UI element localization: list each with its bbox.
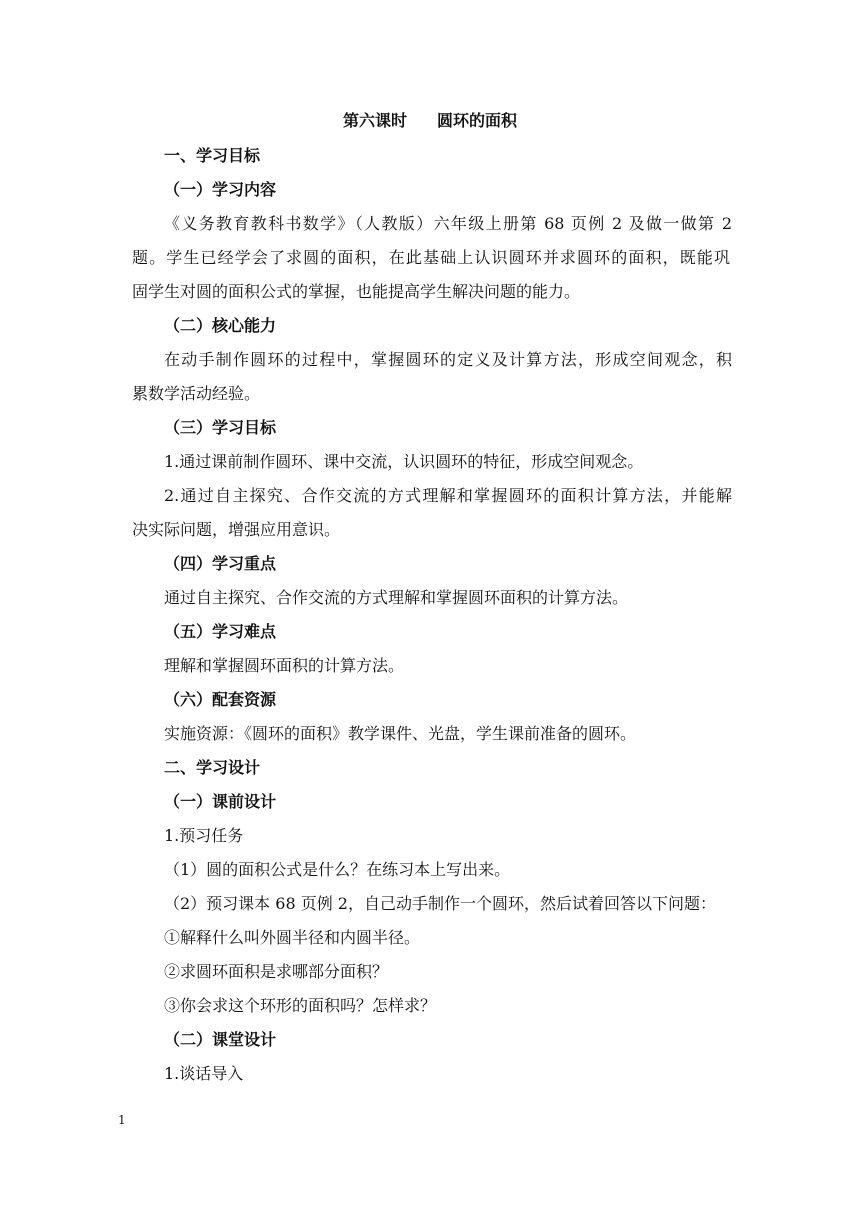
lesson-number: 第六课时: [342, 111, 407, 130]
paragraph-line: 理解和掌握圆环面积的计算方法。: [164, 656, 405, 675]
lesson-topic: 圆环的面积: [437, 111, 518, 130]
paragraph-line: 实施资源：《圆环的面积》教学课件、光盘，学生课前准备的圆环。: [164, 724, 637, 743]
lesson-title: [0, 110, 860, 132]
subheading-in-class: （二）课堂设计: [164, 1030, 277, 1049]
subheading-key-points: （四）学习重点: [164, 554, 277, 573]
list-item: 1.预习任务: [164, 826, 244, 845]
subheading-content: （一）学习内容: [164, 180, 277, 199]
paragraph-line: 题。学生已经学会了求圆的面积，在此基础上认识圆环并求圆环的面积，既能巩: [132, 248, 730, 267]
paragraph-line: 《义务教育教科书数学》（人教版）六年级上册第 68 页例 2 及做一做第 2: [164, 214, 732, 233]
section-heading-goals: 一、学习目标: [164, 146, 261, 165]
list-item: 1.谈话导入: [164, 1064, 244, 1083]
subheading-resources: （六）配套资源: [164, 690, 277, 709]
paragraph-line: 累数学活动经验。: [132, 384, 261, 403]
paragraph-line: 固学生对圆的面积公式的掌握，也能提高学生解决问题的能力。: [132, 282, 581, 301]
question-item: ③你会求这个环形的面积吗？怎样求？: [164, 996, 437, 1015]
subheading-core-ability: （二）核心能力: [164, 316, 277, 335]
subheading-objectives: （三）学习目标: [164, 418, 277, 437]
question-item: ①解释什么叫外圆半径和内圆半径。: [164, 928, 421, 947]
paragraph-line: 通过自主探究、合作交流的方式理解和掌握圆环面积的计算方法。: [164, 588, 629, 607]
objective-item: 1.通过课前制作圆环、课中交流，认识圆环的特征，形成空间观念。: [164, 452, 644, 471]
question-item: ②求圆环面积是求哪部分面积？: [164, 962, 389, 981]
section-heading-design: 二、学习设计: [164, 758, 261, 777]
paragraph-line: 在动手制作圆环的过程中，掌握圆环的定义及计算方法，形成空间观念，积: [164, 350, 732, 369]
subheading-difficulties: （五）学习难点: [164, 622, 277, 641]
subheading-pre-class: （一）课前设计: [164, 792, 277, 811]
question-item: （2）预习课本 68 页例 2，自己动手制作一个圆环，然后试着回答以下问题：: [164, 894, 716, 913]
page-number: 1: [118, 1113, 126, 1127]
paragraph-line: 决实际问题，增强应用意识。: [132, 520, 341, 539]
objective-item: 2.通过自主探究、合作交流的方式理解和掌握圆环的面积计算方法，并能解: [164, 486, 732, 505]
question-item: （1）圆的面积公式是什么？在练习本上写出来。: [164, 860, 511, 879]
